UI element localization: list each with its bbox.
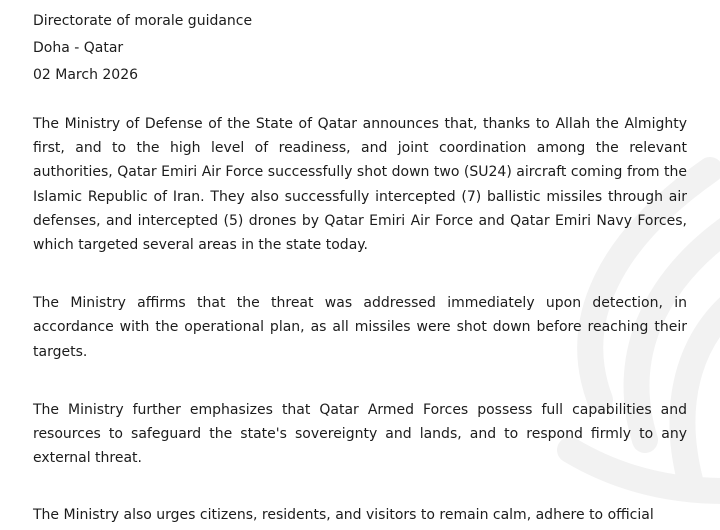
paragraph-capabilities: The Ministry further emphasizes that Qatar Armed Forces possess full capabilities and resources to safeguard the state's sovereignty and lands, and to respond firmly to any external threat.: [33, 401, 687, 467]
location: Doha - Qatar: [33, 40, 124, 56]
paragraph-public-advice: The Ministry also urges citizens, residents, and visitors to remain calm, adhere to official: [33, 507, 654, 524]
letterhead: [33, 0, 687, 89]
date: 02 March 2026: [33, 67, 139, 83]
paragraph-announcement: The Ministry of Defense of the State of Qatar announces that, thanks to Allah the Almighty first, and to the high level of readiness, and joint coordination among the relevant authorities, Qatar Emiri Air Force successfully shot down two (SU24) aircraft coming from the Islamic Republic of Iran. They also successfully intercepted (7) ballistic missiles through air defenses, and intercepted (5) drones by Qatar Emiri Air Force and Qatar Emiri Navy Forces, which targeted several areas in the state today.: [33, 116, 687, 254]
press-release-document: [33, 0, 687, 528]
paragraph-affirmation: The Ministry affirms that the threat was addressed immediately upon detection, in accordance with the operational plan, as all missiles were shot down before reaching their targets.: [33, 295, 687, 360]
department-name: Directorate of morale guidance: [33, 13, 253, 29]
